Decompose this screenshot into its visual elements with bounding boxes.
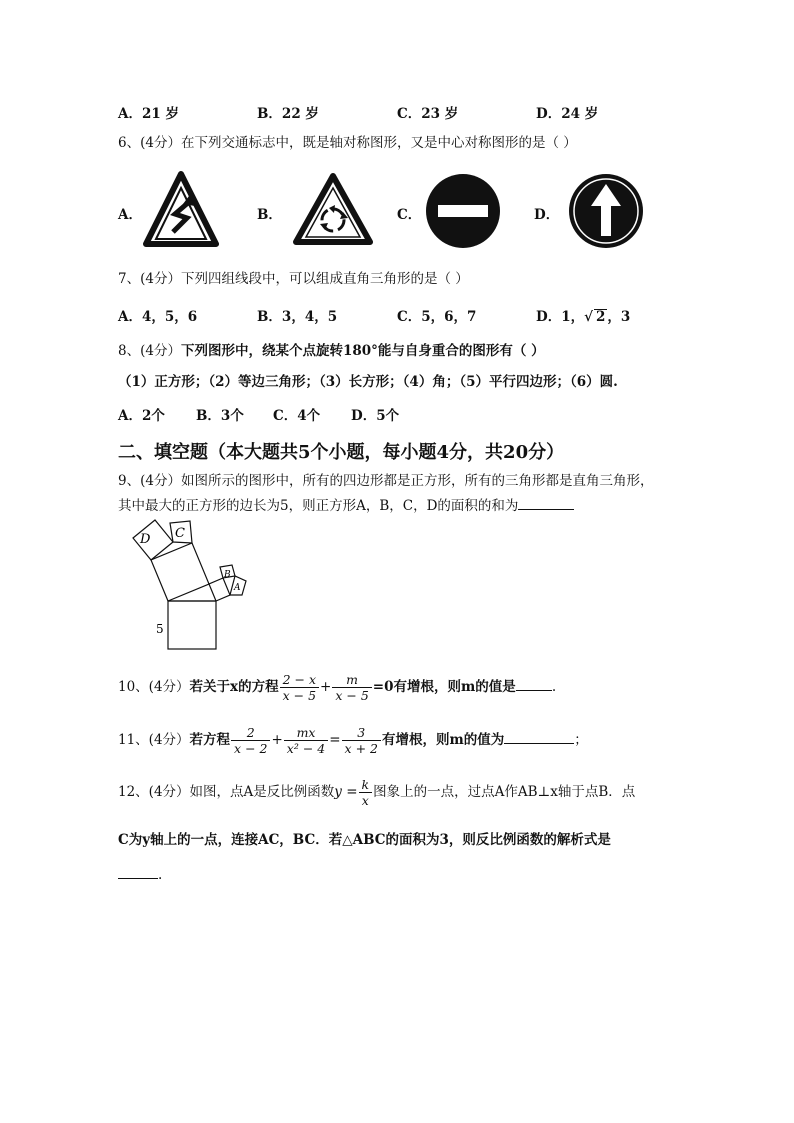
q11-prefix: 11、(4分） xyxy=(118,732,190,748)
no-entry-sign-icon xyxy=(424,172,502,250)
q11-answer-blank[interactable] xyxy=(504,729,574,744)
zigzag-warning-sign-icon xyxy=(143,170,219,248)
q8-prefix: 8、(4分） xyxy=(118,343,181,359)
q6-text: 在下列交通标志中，既是轴对称图形，又是中心对称图形的是（ ） xyxy=(180,135,577,151)
q9-line-2 xyxy=(118,495,574,516)
q9-prefix: 9、(4分） xyxy=(118,473,181,489)
q8-shape-list: （1）正方形；（2）等边三角形；（3）长方形；（4）角；（5）平行四边形；（6）圆. xyxy=(118,374,618,390)
q5-option-d: D．24 岁 xyxy=(536,106,599,122)
q7-option-c: C．5，6，7 xyxy=(397,309,477,325)
q6-prefix: 6、(4分） xyxy=(118,135,181,151)
q6-question xyxy=(118,133,577,153)
q8-option-a: A．2个 xyxy=(118,408,165,424)
q12-line-1: 12、(4分）如图，点A是反比例函数y = $\frac{k}{x}$ 图象上的一点，过点A作AB⊥x轴于点B．点 xyxy=(118,777,636,808)
q10-answer-blank[interactable] xyxy=(516,676,552,691)
square-label-c: C xyxy=(175,526,185,541)
q8-option-d: D．5个 xyxy=(351,408,400,424)
q7-text: 下列四组线段中，可以组成直角三角形的是（ ） xyxy=(180,271,469,287)
square-label-a: A xyxy=(234,583,241,593)
q5-option-a: A．21 岁 xyxy=(118,106,179,122)
q10-question: 10、(4分）若关于x的方程 $\frac{2 - x}{x - 5}$ + $\frac{m}{x - 5}$ =0有增根，则m的值是 . xyxy=(118,672,557,703)
q12-line-3: . xyxy=(118,864,162,885)
q8-option-b: B．3个 xyxy=(196,408,244,424)
q6-letter-c: C． xyxy=(397,207,422,223)
sqrt-radicand: 2 xyxy=(596,309,606,325)
side-length-label: 5 xyxy=(156,622,164,636)
q7-option-b: B．3，4，5 xyxy=(257,309,338,325)
q8-text: 下列图形中，绕某个点旋转180°能与自身重合的图形有（ ） xyxy=(180,343,545,359)
q7-option-a: A．4，5，6 xyxy=(118,309,198,325)
q7-option-d: D．1，√ 2 ，3 xyxy=(536,309,631,325)
q11-fraction-1: $\frac{2}{x - 2}$ xyxy=(231,725,270,756)
q6-letter-a: A． xyxy=(118,207,142,223)
q10-fraction-1: $\frac{2 - x}{x - 5}$ xyxy=(280,672,319,703)
q12-fraction: $\frac{k}{x}$ xyxy=(359,777,373,808)
q5-option-b: B．22 岁 xyxy=(257,106,319,122)
q10-prefix: 10、(4分） xyxy=(118,679,190,695)
q7-question xyxy=(118,269,469,289)
q5-option-c: C．23 岁 xyxy=(397,106,459,122)
q12-prefix: 12、(4分） xyxy=(118,784,190,800)
section-two-heading: 二、填空题（本大题共5个小题，每小题4分，共20分） xyxy=(118,442,565,463)
q11-fraction-3: $\frac{3}{x + 2}$ xyxy=(342,725,381,756)
q9-line-1 xyxy=(118,471,653,491)
q9-squares-figure xyxy=(120,515,260,655)
q9-text-1: 如图所示的图形中，所有的四边形都是正方形，所有的三角形都是直角三角形， xyxy=(180,473,654,489)
q6-letter-b: B． xyxy=(257,207,282,223)
q7-prefix: 7、(4分） xyxy=(118,271,181,287)
q8-question xyxy=(118,341,545,361)
q12-answer-blank[interactable] xyxy=(118,864,158,879)
q9-text-2: 其中最大的正方形的边长为5，则正方形A，B，C，D的面积的和为 xyxy=(118,498,519,514)
q12-line-2: C为y轴上的一点，连接AC，BC．若△ABC的面积为3，则反比例函数的解析式是 xyxy=(118,832,611,848)
q11-fraction-2: $\frac{mx}{\text{x² − 4}}$ xyxy=(284,725,328,756)
roundabout-warning-sign-icon xyxy=(293,172,373,246)
q8-option-c: C．4个 xyxy=(273,408,321,424)
q11-question: 11、(4分）若方程 $\frac{2}{x - 2}$ + $\frac{mx}{\text{x² − 4}}$ = $\frac{3}{x + 2}$ 有增根，则m的值为 ； xyxy=(118,725,588,756)
q9-answer-blank[interactable] xyxy=(518,495,574,510)
q10-fraction-2: $\frac{m}{x - 5}$ xyxy=(332,672,371,703)
q6-letter-d: D． xyxy=(534,207,560,223)
square-label-b: B xyxy=(224,570,231,580)
square-label-d: D xyxy=(140,532,151,547)
straight-ahead-arrow-sign-icon xyxy=(567,172,645,250)
